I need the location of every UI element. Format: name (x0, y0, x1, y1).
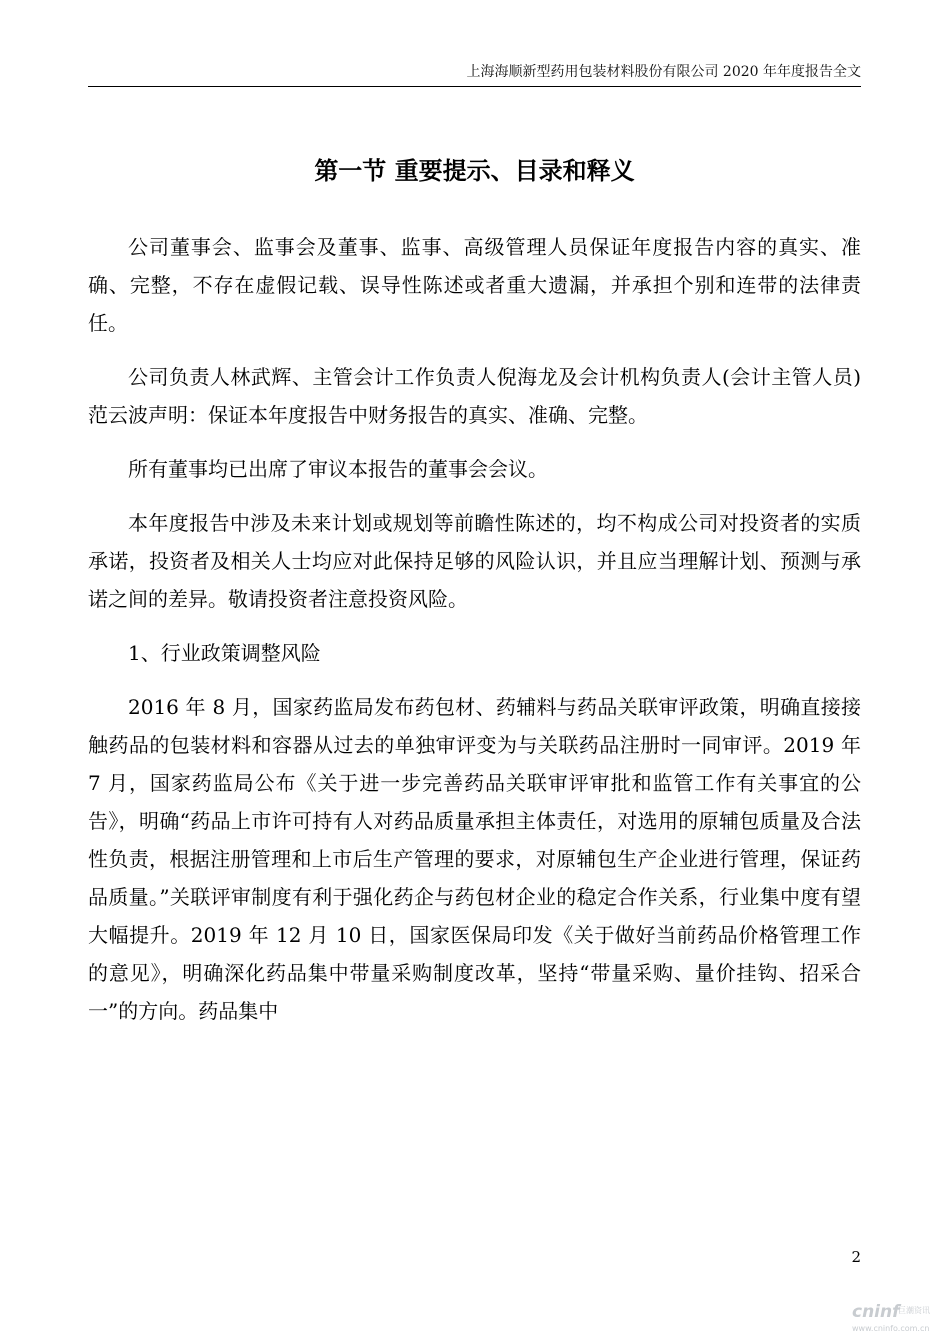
page-header: 上海海顺新型药用包装材料股份有限公司 2020 年年度报告全文 (466, 64, 861, 80)
logo-url: www.cninfo.com.cn (852, 1324, 930, 1333)
logo-subtext: 巨潮资讯 (898, 1306, 930, 1315)
page-number: 2 (851, 1248, 861, 1266)
section-title: 第一节 重要提示、目录和释义 (314, 156, 635, 185)
cninfo-watermark-logo (852, 1302, 942, 1340)
paragraph-forward-looking: 本年度报告中涉及未来计划或规划等前瞻性陈述的，均不构成公司对投资者的实质承诺，投资者及相关人士均应对此保持足够的风险认识，并且应当理解计划、预测与承诺之间的差异。敬请投资者注意投资风险。 (88, 511, 861, 611)
risk-heading-policy: 1、行业政策调整风险 (128, 641, 321, 665)
paragraph-directors-attendance: 所有董事均已出席了审议本报告的董事会会议。 (128, 457, 548, 481)
header-divider (88, 86, 861, 87)
logo-text: cninf (852, 1302, 900, 1322)
document-body (88, 228, 861, 1046)
paragraph-policy-risk: 2016 年 8 月，国家药监局发布药包材、药辅料与药品关联审评政策，明确直接接触药品的包装材料和容器从过去的单独审评变为与关联药品注册时一同审评。2019 年 7 月，国家药监局公布《关于进一步完善药品关联审评审批和监管工作有关事宜的公告》，明确“药品上市许可持有人对药品质量承担主体责任，对选用的原辅包质量及合法性负责，根据注册管理和上市后生产管理的要求，对原辅包生产企业进行管理，保证药品质量。”关联评审制度有利于强化药企与药包材企业的稳定合作关系，行业集中度有望大幅提升。2019 年 12 月 10 日，国家医保局印发《关于做好当前药品价格管理工作的意见》，明确深化药品集中带量采购制度改革，坚持“带量采购、量价挂钩、招采合一”的方向。药品集中 (88, 695, 861, 1023)
paragraph-responsible-persons: 公司负责人林武辉、主管会计工作负责人倪海龙及会计机构负责人(会计主管人员)范云波声明：保证本年度报告中财务报告的真实、准确、完整。 (88, 365, 861, 427)
paragraph-board-statement: 公司董事会、监事会及董事、监事、高级管理人员保证年度报告内容的真实、准确、完整，不存在虚假记载、误导性陈述或者重大遗漏，并承担个别和连带的法律责任。 (88, 235, 861, 335)
